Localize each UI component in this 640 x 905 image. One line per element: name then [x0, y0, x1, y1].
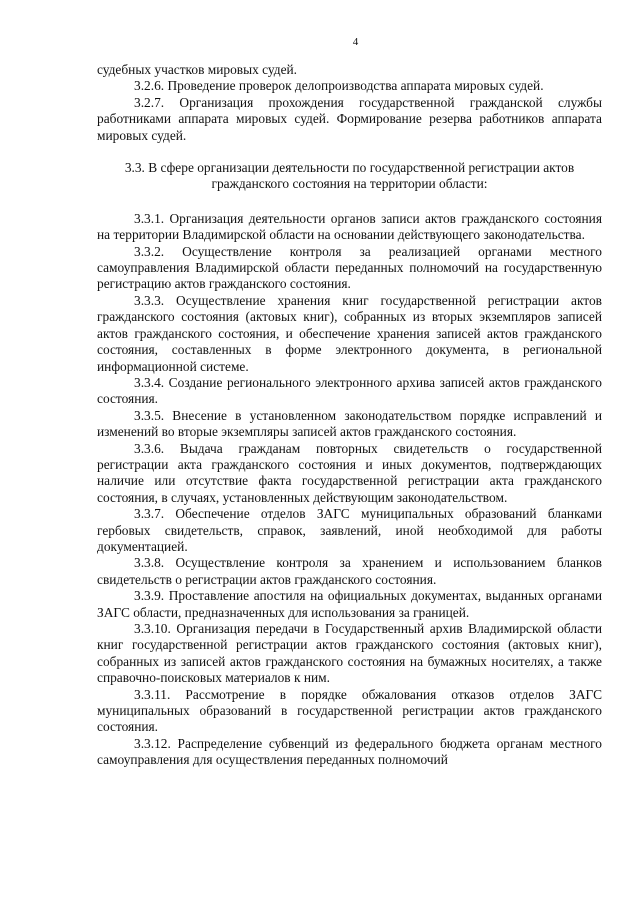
paragraph-3-2-7: 3.2.7. Организация прохождения государственной гражданской службы работниками аппарата мировых судей. Формирование резерва работников аппарата мировых судей.	[97, 94, 602, 143]
paragraph-3-3-11: 3.3.11. Рассмотрение в порядке обжалования отказов отделов ЗАГС муниципальных образований в государственной регистрации актов гражданского состояния.	[97, 686, 602, 735]
paragraph-3-3-8: 3.3.8. Осуществление контроля за хранением и использованием бланков свидетельств о регистрации актов гражданского состояния.	[97, 555, 602, 587]
paragraph-3-3-4: 3.3.4. Создание регионального электронного архива записей актов гражданского состояния.	[97, 374, 602, 407]
paragraph-3-3-6: 3.3.6. Выдача гражданам повторных свидетельств о государственной регистрации акта гражданского состояния и иных документов, подтверждающих наличие или отсутствие факта государственной регистрации акта гражданского состояния, в случаях, установленных действующим законодательством.	[97, 440, 602, 505]
paragraph-continuation: судебных участков мировых судей.	[97, 62, 298, 77]
paragraph-3-3-1: 3.3.1. Организация деятельности органов записи актов гражданского состояния на территории Владимирской области на основании действующего законодательства.	[97, 210, 602, 243]
paragraph-3-3-7: 3.3.7. Обеспечение отделов ЗАГС муниципальных образований бланками гербовых свидетельств, справок, заявлений, иной необходимой для работы документацией.	[97, 506, 602, 554]
section-heading-line-1: 3.3. В сфере организации деятельности по государственной регистрации актов	[124, 160, 575, 176]
paragraph-3-2-6: 3.2.6. Проведение проверок делопроизводства аппарата мировых судей.	[134, 78, 544, 94]
section-heading-line-2: гражданского состояния на территории области:	[211, 176, 488, 192]
paragraph-3-3-3: 3.3.3. Осуществление хранения книг государственной регистрации актов гражданского состояния (актовых книг), собранных из вторых экземпляров записей актов гражданского состояния, и обеспечение хранения записей актов гражданского состояния, составленных в форме электронного документа, в региональной информационной системе.	[97, 292, 602, 374]
page-number: 4	[352, 36, 359, 48]
section-heading-3-3	[97, 160, 602, 193]
paragraph-3-3-12: 3.3.12. Распределение субвенций из федерального бюджета органам местного самоуправления для осуществления переданных полномочий	[97, 735, 602, 768]
paragraph-3-3-2: 3.3.2. Осуществление контроля за реализацией органами местного самоуправления Владимирской области переданных полномочий на государственную регистрацию актов гражданского состояния.	[97, 243, 602, 292]
paragraph-3-3-5: 3.3.5. Внесение в установленном законодательством порядке исправлений и изменений во вторые экземпляры записей актов гражданского состояния.	[97, 407, 602, 440]
paragraph-3-3-10: 3.3.10. Организация передачи в Государственный архив Владимирской области книг государственной регистрации актов гражданского состояния (актовых книг), собранных из записей актов гражданского состояния на бумажных носителях, а также справочно-поисковых материалов к ним.	[97, 621, 602, 686]
paragraph-3-3-9: 3.3.9. Проставление апостиля на официальных документах, выданных органами ЗАГС области, предназначенных для использования за границей.	[97, 588, 602, 620]
